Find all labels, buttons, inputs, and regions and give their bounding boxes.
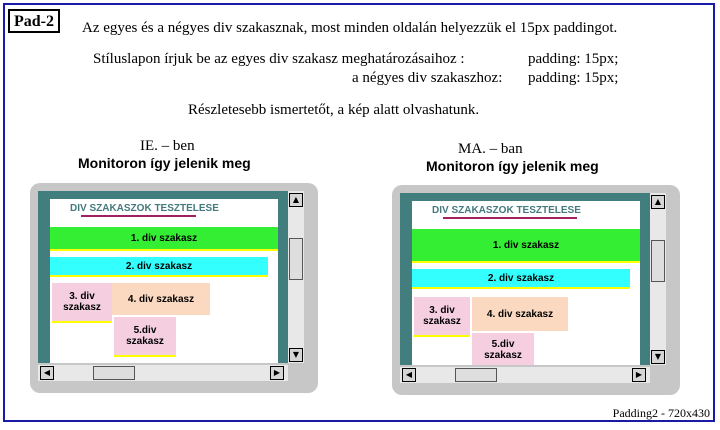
browser-label-ie: IE. – ben [140, 138, 195, 154]
footer-caption: Padding2 - 720x430 [612, 406, 710, 420]
arrow-right-icon[interactable]: ▶ [632, 368, 646, 382]
div-box-5: 5.div szakasz [472, 333, 534, 365]
scroll-thumb-horizontal[interactable] [455, 368, 497, 382]
headline: Az egyes és a négyes div szakasznak, most minden oldalán helyezzük el 15px paddingot. [82, 20, 618, 36]
vertical-scrollbar[interactable] [288, 191, 304, 363]
screen-title: DIV SZAKASZOK TESZTELESE [70, 203, 219, 214]
monitor-ie [30, 183, 318, 393]
scroll-thumb-vertical[interactable] [651, 240, 665, 282]
css-line1-label: Stíluslapon írjuk be az egyes div szakasz meghatározásaihoz : [93, 51, 465, 67]
div-box-4: 4. div szakasz [112, 283, 210, 315]
horizontal-scrollbar[interactable] [38, 365, 288, 381]
arrow-up-icon[interactable]: ▲ [651, 195, 665, 209]
css-line2-label: a négyes div szakaszhoz: [352, 70, 503, 86]
caption-ie: Monitoron így jelenik meg [78, 155, 251, 171]
vertical-scrollbar[interactable] [650, 193, 666, 365]
screen-title: DIV SZAKASZOK TESZTELESE [432, 205, 581, 216]
more-info-text: Részletesebb ismertetőt, a kép alatt olvashatunk. [188, 102, 480, 118]
monitor-ma [392, 185, 680, 395]
arrow-right-icon[interactable]: ▶ [270, 366, 284, 380]
monitor-screen [50, 199, 278, 363]
div-box-2: 2. div szakasz [412, 269, 630, 289]
scroll-thumb-vertical[interactable] [289, 238, 303, 280]
div-box-5: 5.div szakasz [114, 317, 176, 357]
css-line2-value: padding: 15px; [528, 70, 619, 86]
div-box-2: 2. div szakasz [50, 257, 268, 277]
scroll-thumb-horizontal[interactable] [93, 366, 135, 380]
caption-ma: Monitoron így jelenik meg [426, 158, 599, 174]
browser-label-ma: MA. – ban [458, 141, 523, 157]
monitor-screen [412, 201, 640, 365]
page-badge: Pad-2 [8, 9, 60, 33]
div-box-3: 3. div szakasz [52, 283, 112, 323]
div-box-4: 4. div szakasz [472, 297, 568, 331]
css-line1-value: padding: 15px; [528, 51, 619, 67]
monitor-bezel [400, 193, 650, 365]
div-box-3: 3. div szakasz [414, 297, 470, 337]
arrow-down-icon[interactable]: ▼ [651, 350, 665, 364]
arrow-left-icon[interactable]: ◀ [402, 368, 416, 382]
screen-title-underline [443, 217, 577, 219]
screen-title-underline [81, 215, 196, 217]
arrow-down-icon[interactable]: ▼ [289, 348, 303, 362]
arrow-up-icon[interactable]: ▲ [289, 193, 303, 207]
div-box-1: 1. div szakasz [50, 227, 278, 251]
div-box-1: 1. div szakasz [412, 229, 640, 263]
horizontal-scrollbar[interactable] [400, 367, 650, 383]
monitor-bezel [38, 191, 288, 363]
arrow-left-icon[interactable]: ◀ [40, 366, 54, 380]
